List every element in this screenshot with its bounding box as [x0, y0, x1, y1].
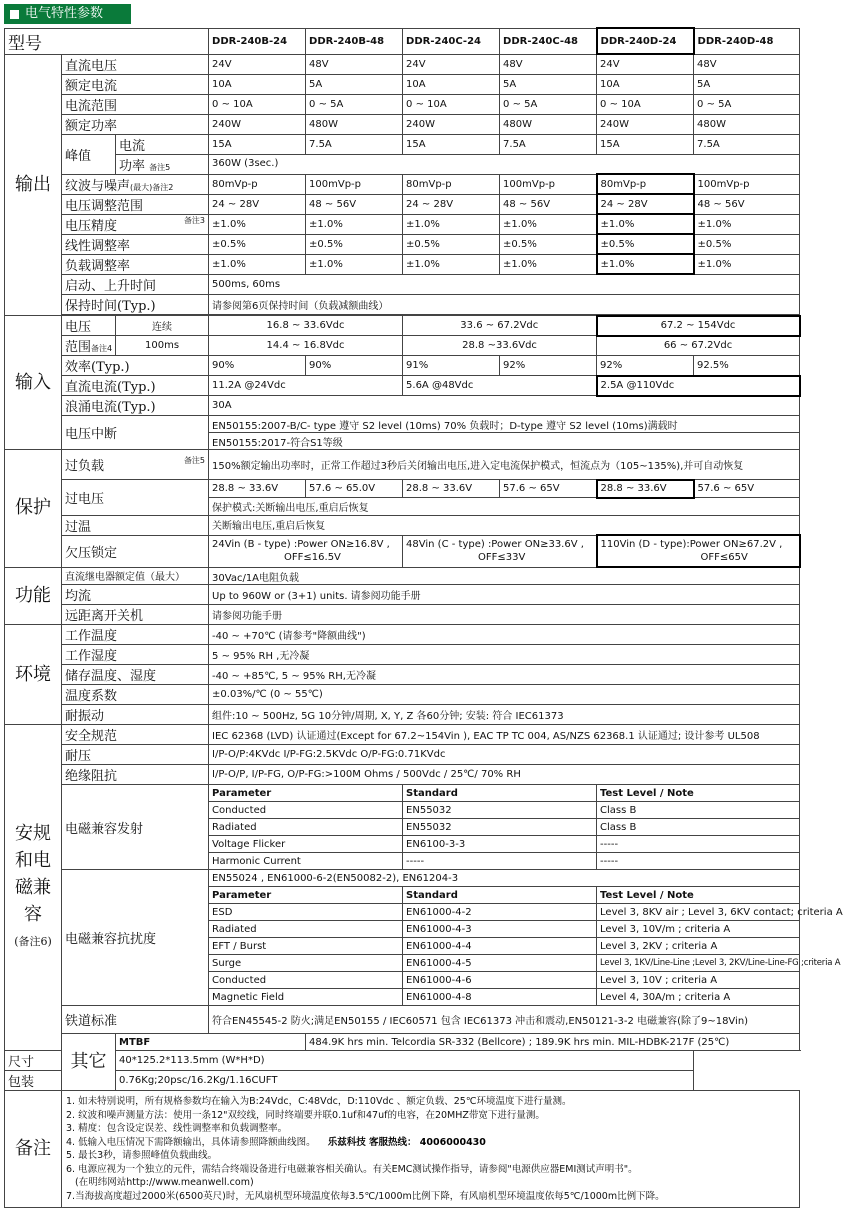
line-reg-value: ±0.5% [306, 234, 403, 254]
rated-current-value: 5A [694, 74, 800, 94]
dc-current-label: 直流电流(Typ.) [62, 376, 209, 396]
category-output: 输出 [5, 54, 62, 316]
immunity-cell: Level 3, 1KV/Line-Line ;Level 3, 2KV/Line-Line-FG ;criteria A [597, 955, 800, 972]
model-name: DDR-240B-24 [209, 28, 306, 54]
voltage-tol-value: ±1.0% [209, 214, 306, 234]
setup-label: 启动、上升时间 [62, 274, 209, 294]
efficiency-value: 92.5% [694, 356, 800, 376]
model-label: 型号 [5, 28, 209, 54]
uvlo-line1: 24Vin (B - type) :Power ON≥16.8V , [212, 539, 390, 550]
rated-current-value: 10A [209, 74, 306, 94]
dc-voltage-value: 48V [694, 54, 800, 74]
category-safety [5, 725, 62, 1051]
immunity-cell: EN61000-4-2 [403, 904, 597, 921]
uvlo-line1: 110Vin (D - type):Power ON≥67.2V , [600, 539, 783, 550]
dc-current-value: 5.6A @48Vdc [403, 376, 597, 396]
dc-voltage-value: 48V [306, 54, 403, 74]
temp-value: -40 ~ +70℃ (请参考"降额曲线") [209, 625, 800, 645]
emission-cell: EN6100-3-3 [403, 836, 597, 853]
category-environment: 环境 [5, 625, 62, 725]
uvlo-value [597, 535, 800, 567]
immunity-summary: EN55024 , EN61000-6-2(EN50082-2), EN61204-3 [209, 870, 800, 887]
ms100-value: 28.8 ~33.6Vdc [403, 336, 597, 356]
load-reg-label: 负载调整率 [62, 254, 209, 274]
dc-voltage-value: 24V [403, 54, 500, 74]
peak-power-note: 备注5 [149, 162, 171, 172]
emission-header: Standard [403, 785, 597, 802]
railway-value: 符合EN45545-2 防火;满足EN50155 / IEC60571 包含 IEC61373 冲击和震动,EN50121-3-2 电磁兼容(除了9~18Vin) [209, 1006, 800, 1034]
overvoltage-label: 过电压 [62, 480, 209, 516]
ms100-value: 14.4 ~ 16.8Vdc [209, 336, 403, 356]
uvlo-line1: 48Vin (C - type) :Power ON≥33.6V , [406, 539, 584, 550]
humidity-label: 工作湿度 [62, 645, 209, 665]
storage-value: -40 ~ +85℃, 5 ~ 95% RH,无冷凝 [209, 665, 800, 685]
continuous-value: 33.6 ~ 67.2Vdc [403, 316, 597, 336]
efficiency-value: 91% [403, 356, 500, 376]
continuous-value: 67.2 ~ 154Vdc [597, 316, 800, 336]
ripple-value: 80mVp-p [403, 174, 500, 194]
packing-label: 包装 [5, 1071, 116, 1091]
load-reg-value: ±1.0% [403, 254, 500, 274]
load-reg-value: ±1.0% [694, 254, 800, 274]
vr-label1: 电压 [62, 316, 116, 336]
voltage-adj-value: 24 ~ 28V [403, 194, 500, 214]
voltage-adj-value: 24 ~ 28V [597, 194, 694, 214]
mtbf-label: MTBF [116, 1034, 306, 1051]
safety-note: (备注6) [14, 935, 52, 948]
category-input: 输入 [5, 316, 62, 450]
overload-note: 备注5 [183, 456, 206, 465]
emission-cell: Radiated [209, 819, 403, 836]
peak-power-label [116, 154, 209, 174]
tempcoef-value: ±0.03%/℃ (0 ~ 55℃) [209, 685, 800, 705]
immunity-cell: EN61000-4-6 [403, 972, 597, 989]
withstand-label: 耐压 [62, 745, 209, 765]
note-line: 2. 纹波和噪声测量方法：使用一条12"双绞线，同时终端要并联0.1uf和47uf的电容，在20MHZ带宽下进行量测。 [66, 1109, 545, 1121]
ms100-label: 100ms [116, 336, 209, 356]
immunity-cell: Level 4, 30A/m ; criteria A [597, 989, 800, 1006]
storage-label: 储存温度、湿度 [62, 665, 209, 685]
category-other: 其它 [62, 1034, 116, 1091]
rated-current-value: 10A [403, 74, 500, 94]
relay-value: 30Vac/1A电阻负载 [209, 567, 800, 585]
note-line: 6. 电源应视为一个独立的元件，需结合终端设备进行电磁兼容相关确认。有关EMC测试操作指导，请参阅"电源供应器EMI测试声明书"。 [66, 1163, 638, 1175]
voltage-tol-value: ±1.0% [403, 214, 500, 234]
uvlo-line2: OFF≤16.5V [284, 552, 341, 563]
note-line: 5. 最长3秒，请参照峰值负载曲线。 [66, 1150, 218, 1161]
ripple-value: 80mVp-p [597, 174, 694, 194]
overvoltage-value: 28.8 ~ 33.6V [403, 480, 500, 498]
humidity-value: 5 ~ 95% RH ,无冷凝 [209, 645, 800, 665]
line-reg-value: ±0.5% [694, 234, 800, 254]
tempcoef-label: 温度系数 [62, 685, 209, 705]
emission-cell: Voltage Flicker [209, 836, 403, 853]
note-line: 1. 如未特别说明，所有规格参数均在输入为B:24Vdc，C:48Vdc，D:110Vdc 、额定负载、25℃环境温度下进行量测。 [66, 1096, 572, 1107]
interrupt-label: 电压中断 [62, 416, 209, 450]
peak-current-value: 7.5A [306, 134, 403, 154]
emission-cell: ----- [597, 853, 800, 870]
peak-current-value: 15A [597, 134, 694, 154]
voltage-adj-value: 48 ~ 56V [306, 194, 403, 214]
withstand-value: I/P-O/P:4KVdc I/P-FG:2.5KVdc O/P-FG:0.71KVdc [209, 745, 800, 765]
voltage-tol-value: ±1.0% [694, 214, 800, 234]
uvlo-value [209, 535, 403, 567]
model-name: DDR-240B-48 [306, 28, 403, 54]
efficiency-label: 效率(Typ.) [62, 356, 209, 376]
note-line: 3. 精度：包含设定误差、线性调整率和负载调整率。 [66, 1123, 288, 1134]
ripple-note: 备注2 [152, 182, 174, 192]
immunity-header: Test Level / Note [597, 887, 800, 904]
line-reg-value: ±0.5% [403, 234, 500, 254]
dimension-value: 40*125.2*113.5mm (W*H*D) [116, 1051, 694, 1071]
rated-current-label: 额定电流 [62, 74, 209, 94]
ripple-sub: (最大) [130, 182, 153, 192]
load-reg-value: ±1.0% [500, 254, 597, 274]
overvoltage-value: 57.6 ~ 65V [500, 480, 597, 498]
rated-current-value: 5A [500, 74, 597, 94]
vibration-value: 组件:10 ~ 500Hz, 5G 10分钟/周期, X, Y, Z 各60分钟; 安装: 符合 IEC61373 [209, 705, 800, 725]
voltage-adj-value: 48 ~ 56V [694, 194, 800, 214]
interrupt-line2: EN50155:2017-符合S1等级 [209, 433, 800, 450]
immunity-header: Standard [403, 887, 597, 904]
overload-label [62, 450, 209, 480]
note-line-with-hotline [66, 1136, 795, 1150]
dc-voltage-value: 24V [209, 54, 306, 74]
rated-current-value: 10A [597, 74, 694, 94]
parallel-label: 均流 [62, 585, 209, 605]
hold-value: 请参阅第6页保持时间（负载减额曲线） [209, 294, 800, 314]
header-square-icon [10, 10, 19, 19]
line-reg-value: ±0.5% [209, 234, 306, 254]
current-range-value: 0 ~ 5A [500, 94, 597, 114]
rated-power-value: 240W [403, 114, 500, 134]
rated-power-value: 480W [694, 114, 800, 134]
relay-label: 直流继电器额定值（最大） [62, 567, 209, 585]
emission-cell: ----- [403, 853, 597, 870]
ms100-value: 66 ~ 67.2Vdc [597, 336, 800, 356]
section-header [4, 4, 131, 24]
overvoltage-value: 57.6 ~ 65.0V [306, 480, 403, 498]
mtbf-value: 484.9K hrs min. Telcordia SR-332 (Bellcore) ; 189.9K hrs min. MIL-HDBK-217F (25℃) [306, 1034, 800, 1051]
peak-power-value: 360W (3sec.) [209, 154, 800, 174]
note-line: (在明纬网站http://www.meanwell.com) [66, 1177, 254, 1188]
uvlo-line2: OFF≤33V [478, 552, 526, 563]
immunity-cell: EN61000-4-3 [403, 921, 597, 938]
dc-voltage-value: 48V [500, 54, 597, 74]
notes-block [62, 1091, 800, 1208]
dc-current-value: 2.5A @110Vdc [597, 376, 800, 396]
line-reg-label: 线性调整率 [62, 234, 209, 254]
peak-current-value: 15A [403, 134, 500, 154]
voltage-tol-value: ±1.0% [306, 214, 403, 234]
current-range-value: 0 ~ 5A [694, 94, 800, 114]
peak-current-value: 7.5A [694, 134, 800, 154]
uvlo-line2: OFF≤65V [700, 552, 748, 563]
overload-value: 150%额定输出功率时，正常工作超过3秒后关闭输出电压,进入定电流保护模式，恒流点为（105~135%),并可自动恢复 [209, 450, 800, 480]
safety-text: 安规和电磁兼容 [15, 823, 51, 925]
ripple-label [62, 174, 209, 194]
overtemp-value: 关断输出电压,重启后恢复 [209, 515, 800, 535]
voltage-tol-value: ±1.0% [597, 214, 694, 234]
voltage-adj-value: 24 ~ 28V [209, 194, 306, 214]
current-range-label: 电流范围 [62, 94, 209, 114]
railway-label: 铁道标准 [62, 1006, 209, 1034]
hold-label: 保持时间(Typ.) [62, 294, 209, 314]
overvoltage-value: 57.6 ~ 65V [694, 480, 800, 498]
setup-value: 500ms, 60ms [209, 274, 800, 294]
category-function: 功能 [5, 567, 62, 625]
remote-value: 请参阅功能手册 [209, 605, 800, 625]
ripple-value: 100mVp-p [694, 174, 800, 194]
packing-value: 0.76Kg;20psc/16.2Kg/1.16CUFT [116, 1071, 694, 1091]
uvlo-value [403, 535, 597, 567]
inrush-label: 浪涌电流(Typ.) [62, 396, 209, 416]
ripple-text: 纹波与噪声 [65, 178, 131, 194]
emc-emission-label: 电磁兼容发射 [62, 785, 209, 870]
immunity-cell: Magnetic Field [209, 989, 403, 1006]
dimension-label: 尺寸 [5, 1051, 116, 1071]
model-name: DDR-240C-48 [500, 28, 597, 54]
line-reg-value: ±0.5% [597, 234, 694, 254]
immunity-cell: EN61000-4-8 [403, 989, 597, 1006]
efficiency-value: 92% [500, 356, 597, 376]
peak-label: 峰值 [62, 134, 116, 174]
load-reg-value: ±1.0% [209, 254, 306, 274]
inrush-value: 30A [209, 396, 800, 416]
rated-current-value: 5A [306, 74, 403, 94]
voltage-tol-text: 电压精度 [65, 218, 118, 234]
overload-text: 过负载 [65, 459, 105, 474]
standards-label: 安全规范 [62, 725, 209, 745]
emission-cell: EN55032 [403, 802, 597, 819]
parallel-value: Up to 960W or (3+1) units. 请参阅功能手册 [209, 585, 800, 605]
note-line: 7.当海拔高度超过2000米(6500英尺)时，无风扇机型环境温度依每3.5℃/1000m比例下降，有风扇机型环境温度依每5℃/1000m比例下降。 [66, 1190, 665, 1202]
dc-current-value: 11.2A @24Vdc [209, 376, 403, 396]
rated-power-value: 480W [306, 114, 403, 134]
voltage-adj-value: 48 ~ 56V [500, 194, 597, 214]
ripple-value: 80mVp-p [209, 174, 306, 194]
vr-label2 [62, 336, 116, 356]
dc-voltage-value: 24V [597, 54, 694, 74]
temp-label: 工作温度 [62, 625, 209, 645]
isolation-label: 绝缘阻抗 [62, 765, 209, 785]
immunity-cell: EN61000-4-5 [403, 955, 597, 972]
peak-current-label: 电流 [116, 134, 209, 154]
vibration-label: 耐振动 [62, 705, 209, 725]
peak-current-value: 15A [209, 134, 306, 154]
current-range-value: 0 ~ 10A [597, 94, 694, 114]
immunity-cell: Radiated [209, 921, 403, 938]
category-protection: 保护 [5, 450, 62, 568]
overvoltage-value: 28.8 ~ 33.6V [597, 480, 694, 498]
vr-note: 备注4 [91, 344, 113, 353]
model-name: DDR-240C-24 [403, 28, 500, 54]
voltage-adj-label: 电压调整范围 [62, 194, 209, 214]
note-text: 4. 低输入电压情况下需降额输出，具体请参照降额曲线图。 [66, 1136, 316, 1148]
dc-voltage-label: 直流电压 [62, 54, 209, 74]
peak-power-text: 功率 [119, 158, 146, 174]
line-reg-value: ±0.5% [500, 234, 597, 254]
remote-label: 远距离开关机 [62, 605, 209, 625]
immunity-cell: Level 3, 2KV ; criteria A [597, 938, 800, 955]
immunity-cell: EFT / Burst [209, 938, 403, 955]
continuous-value: 16.8 ~ 33.6Vdc [209, 316, 403, 336]
immunity-cell: Level 3, 10V ; criteria A [597, 972, 800, 989]
category-notes: 备注 [5, 1091, 62, 1208]
ripple-value: 100mVp-p [500, 174, 597, 194]
immunity-cell: Level 3, 10V/m ; criteria A [597, 921, 800, 938]
overvoltage-value: 28.8 ~ 33.6V [209, 480, 306, 498]
uvlo-label: 欠压锁定 [62, 535, 209, 567]
continuous-label: 连续 [116, 316, 209, 336]
emission-cell: Class B [597, 802, 800, 819]
isolation-value: I/P-O/P, I/P-FG, O/P-FG:>100M Ohms / 500Vdc / 25℃/ 70% RH [209, 765, 800, 785]
current-range-value: 0 ~ 10A [209, 94, 306, 114]
standards-value: IEC 62368 (LVD) 认证通过(Except for 67.2~154Vin ), EAC TP TC 004, AS/NZS 62368.1 认证通过; 设计参考 UL508 [209, 725, 800, 745]
current-range-value: 0 ~ 10A [403, 94, 500, 114]
rated-power-value: 480W [500, 114, 597, 134]
model-name: DDR-240D-24 [597, 28, 694, 54]
section-title: 电气特性参数 [25, 6, 104, 21]
hotline-text: 乐兹科技 客服热线： 4006000430 [327, 1136, 486, 1148]
ripple-value: 100mVp-p [306, 174, 403, 194]
emission-cell: Conducted [209, 802, 403, 819]
interrupt-line1: EN50155:2007-B/C- type 遵守 S2 level (10ms) 70% 负载时；D-type 遵守 S2 level (10ms)满载时 [209, 416, 800, 433]
efficiency-value: 92% [597, 356, 694, 376]
voltage-tol-note: 备注3 [183, 215, 206, 225]
immunity-cell: Level 3, 8KV air ; Level 3, 6KV contact; criteria A [597, 904, 800, 921]
overtemp-label: 过温 [62, 515, 209, 535]
immunity-cell: Surge [209, 955, 403, 972]
rated-power-value: 240W [597, 114, 694, 134]
voltage-tol-value: ±1.0% [500, 214, 597, 234]
emission-header: Test Level / Note [597, 785, 800, 802]
vr-label2-text: 范围 [65, 340, 92, 355]
voltage-tol-label [62, 214, 209, 234]
current-range-value: 0 ~ 5A [306, 94, 403, 114]
efficiency-value: 90% [306, 356, 403, 376]
emission-cell: Harmonic Current [209, 853, 403, 870]
emission-header: Parameter [209, 785, 403, 802]
immunity-cell: ESD [209, 904, 403, 921]
overvoltage-mode: 保护模式:关断输出电压,重启后恢复 [209, 498, 800, 516]
immunity-cell: EN61000-4-4 [403, 938, 597, 955]
model-name: DDR-240D-48 [694, 28, 800, 54]
emission-cell: EN55032 [403, 819, 597, 836]
peak-current-value: 7.5A [500, 134, 597, 154]
load-reg-value: ±1.0% [306, 254, 403, 274]
load-reg-value: ±1.0% [597, 254, 694, 274]
rated-power-value: 240W [209, 114, 306, 134]
emc-immunity-label: 电磁兼容抗扰度 [62, 870, 209, 1006]
emission-cell: ----- [597, 836, 800, 853]
spec-table [4, 27, 843, 1208]
rated-power-label: 额定功率 [62, 114, 209, 134]
emission-cell: Class B [597, 819, 800, 836]
immunity-cell: Conducted [209, 972, 403, 989]
efficiency-value: 90% [209, 356, 306, 376]
immunity-header: Parameter [209, 887, 403, 904]
